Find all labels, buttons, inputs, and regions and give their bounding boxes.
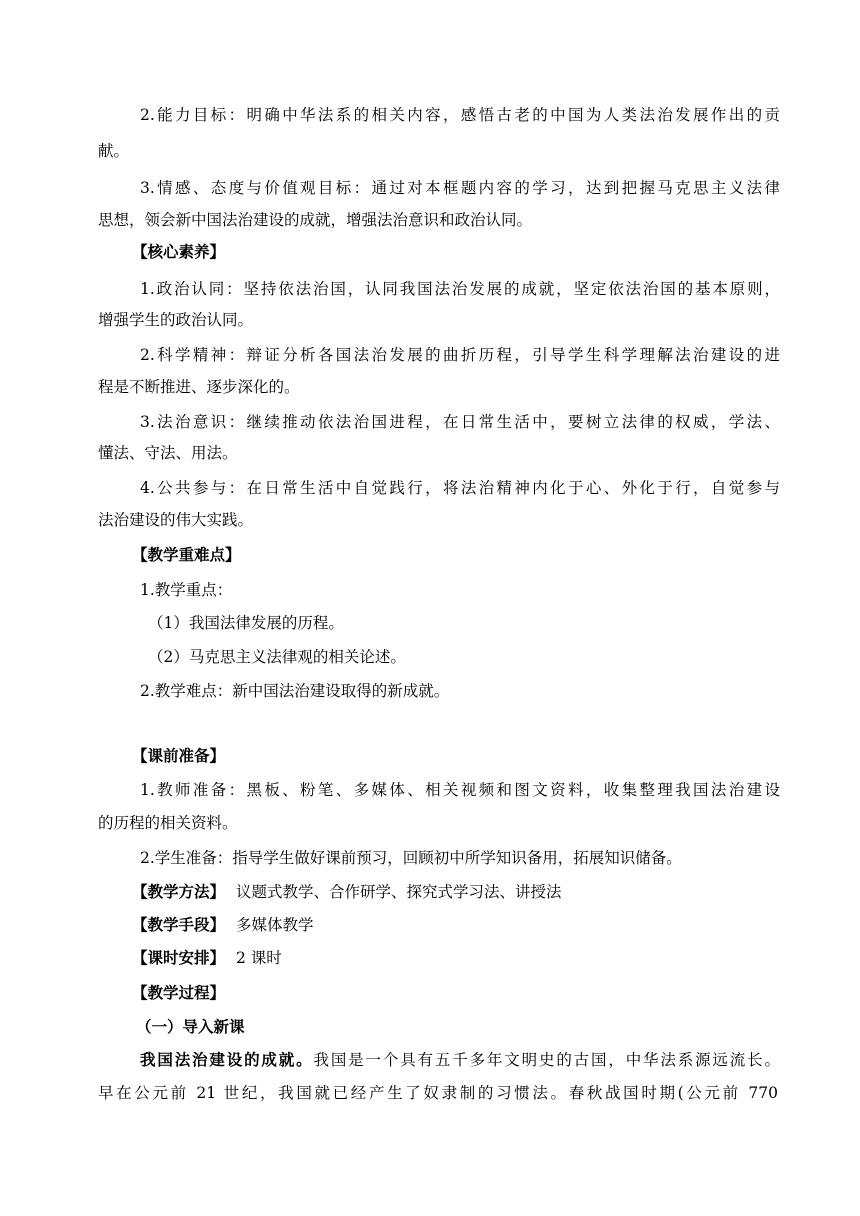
core-1-line-2: 增强学生的政治认同。 [98,311,254,329]
goal-2-line-1: 2.能力目标：明确中华法系的相关内容，感悟古老的中国为人类法治发展作出的贡 [140,106,780,124]
intro-heading: （一）导入新课 [136,1017,245,1036]
prep-1-line-2: 的历程的相关资料。 [98,814,238,832]
teaching-method-row [132,882,812,902]
core-3-line-2: 懂法、守法、用法。 [98,444,238,462]
core-4-line-1: 4.公共参与：在日常生活中自觉践行，将法治精神内化于心、外化于行，自觉参与 [140,479,780,497]
key-point-1-item-1: （1）我国法律发展的历程。 [148,614,344,632]
intro-line-1 [140,1050,780,1070]
preparation-heading: 【课前准备】 [132,746,226,765]
teaching-method-label: 【教学方法】 [132,882,226,901]
key-point-1-item-2: （2）马克思主义法律观的相关论述。 [148,648,406,666]
class-hours-label: 【课时安排】 [132,948,226,967]
core-2-line-1: 2.科学精神：辩证分析各国法治发展的曲折历程，引导学生科学理解法治建设的进 [140,346,780,364]
teaching-means-row [132,915,812,935]
core-literacy-heading: 【核心素养】 [132,242,226,261]
teaching-method-value: 议题式教学、合作研学、探究式学习法、讲授法 [235,883,562,901]
prep-2: 2.学生准备：指导学生做好课前预习，回顾初中所学知识备用，拓展知识储备。 [140,849,682,867]
class-hours-row [132,948,812,968]
goal-3-line-1: 3.情感、态度与价值观目标：通过对本框题内容的学习，达到把握马克思主义法律 [140,179,780,197]
intro-lead-bold: 我国法治建设的成就。 [140,1050,314,1069]
intro-line-2: 早在公元前 21 世纪，我国就已经产生了奴隶制的习惯法。春秋战国时期(公元前 770 [98,1084,778,1102]
goal-2-line-2: 献。 [98,142,130,160]
key-point-2: 2.教学难点：新中国法治建设取得的新成就。 [140,682,450,700]
goal-3-line-2: 思想，领会新中国法治建设的成就，增强法治意识和政治认同。 [98,211,533,229]
teaching-means-label: 【教学手段】 [132,915,226,934]
prep-1-line-1: 1.教师准备：黑板、粉笔、多媒体、相关视频和图文资料，收集整理我国法治建设 [140,781,780,799]
core-3-line-1: 3.法治意识：继续推动依法治国进程，在日常生活中，要树立法律的权威，学法、 [140,413,780,431]
teaching-process-heading: 【教学过程】 [132,983,226,1002]
core-2-line-2: 程是不断推进、逐步深化的。 [98,378,300,396]
class-hours-value: 2 课时 [235,949,282,967]
intro-line-1-text: 我国是一个具有五千多年文明史的古国，中华法系源远流长。 [313,1051,780,1069]
key-point-1: 1.教学重点： [140,581,233,599]
key-points-heading: 【教学重难点】 [132,545,241,564]
core-1-line-1: 1.政治认同：坚持依法治国，认同我国法治发展的成就，坚定依法治国的基本原则， [140,280,780,298]
teaching-means-value: 多媒体教学 [235,916,314,934]
core-4-line-2: 法治建设的伟大实践。 [98,511,254,529]
